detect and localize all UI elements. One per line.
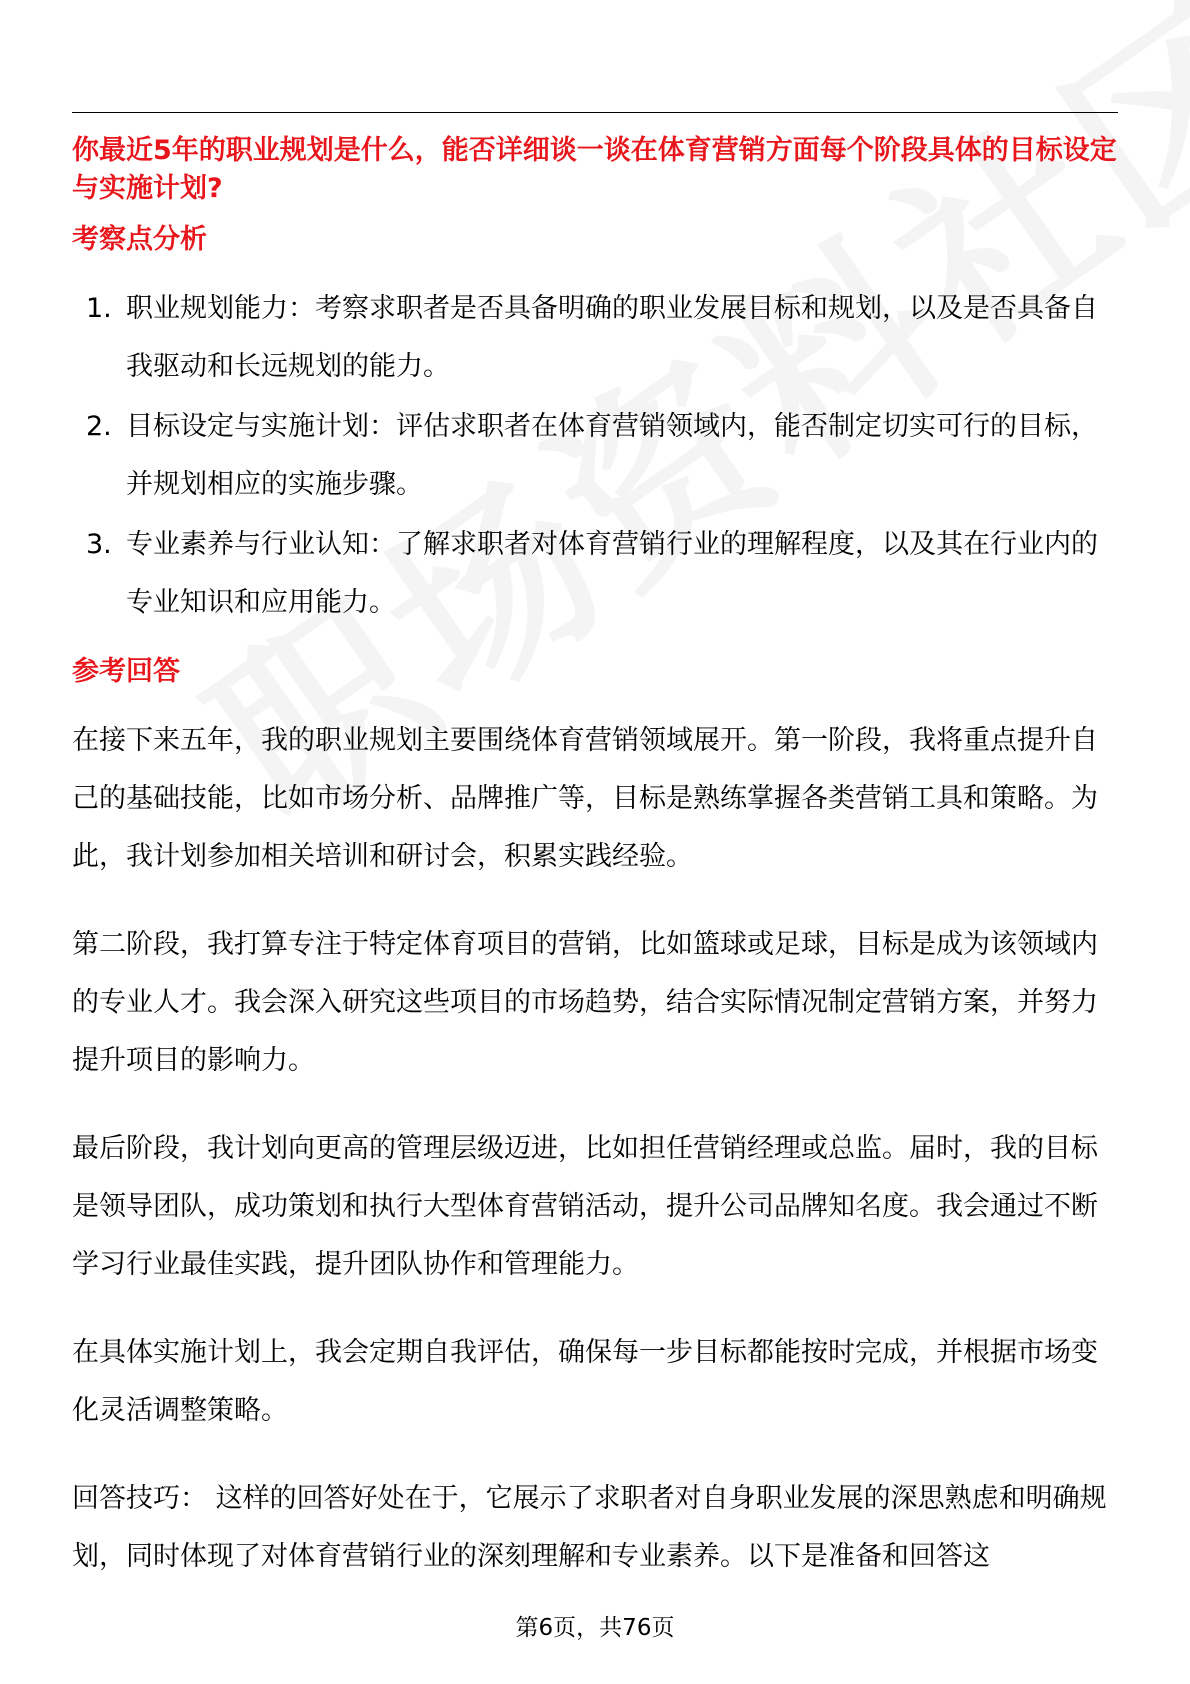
list-item-text: 专业素养与行业认知：了解求职者对体育营销行业的理解程度，以及其在行业内的专业知识和应用能力。 [126,529,1098,618]
analysis-title: 考察点分析 [72,224,207,255]
list-item-number: 2. [86,411,112,442]
answer-paragraph: 第二阶段，我打算专注于特定体育项目的营销，比如篮球或足球，目标是成为该领域内的专业人才。我会深入研究这些项目的市场趋势，结合实际情况制定营销方案，并努力提升项目的影响力。 [72,929,1098,1076]
list-item-number: 3. [86,529,112,560]
answer-paragraph: 最后阶段，我计划向更高的管理层级迈进，比如担任营销经理或总监。届时，我的目标是领导团队，成功策划和执行大型体育营销活动，提升公司品牌知名度。我会通过不断学习行业最佳实践，提升团队协作和管理能力。 [72,1133,1098,1280]
answer-title: 参考回答 [72,656,180,687]
list-item-text: 职业规划能力：考察求职者是否具备明确的职业发展目标和规划，以及是否具备自我驱动和长远规划的能力。 [126,293,1098,382]
page-content [72,132,1122,1616]
answer-paragraph: 在具体实施计划上，我会定期自我评估，确保每一步目标都能按时完成，并根据市场变化灵活调整策略。 [72,1337,1098,1426]
list-item-text: 目标设定与实施计划：评估求职者在体育营销领域内，能否制定切实可行的目标，并规划相应的实施步骤。 [126,411,1098,500]
list-item [72,516,1122,632]
list-item [72,280,1122,396]
answer-paragraph: 在接下来五年，我的职业规划主要围绕体育营销领域展开。第一阶段，我将重点提升自己的基础技能，比如市场分析、品牌推广等，目标是熟练掌握各类营销工具和策略。为此，我计划参加相关培训和研讨会，积累实践经验。 [72,725,1098,872]
question-heading: 你最近5年的职业规划是什么，能否详细谈一谈在体育营销方面每个阶段具体的目标设定与实施计划? [72,135,1117,204]
list-item [72,398,1122,514]
answer-tips-paragraph: 回答技巧： 这样的回答好处在于，它展示了求职者对自身职业发展的深思熟虑和明确规划，同时体现了对体育营销行业的深刻理解和专业素养。以下是准备和回答这 [72,1483,1107,1572]
analysis-list [72,280,1122,632]
list-item-number: 1. [86,293,112,324]
top-divider [72,112,1118,113]
page-number: 第6页，共76页 [515,1615,675,1641]
